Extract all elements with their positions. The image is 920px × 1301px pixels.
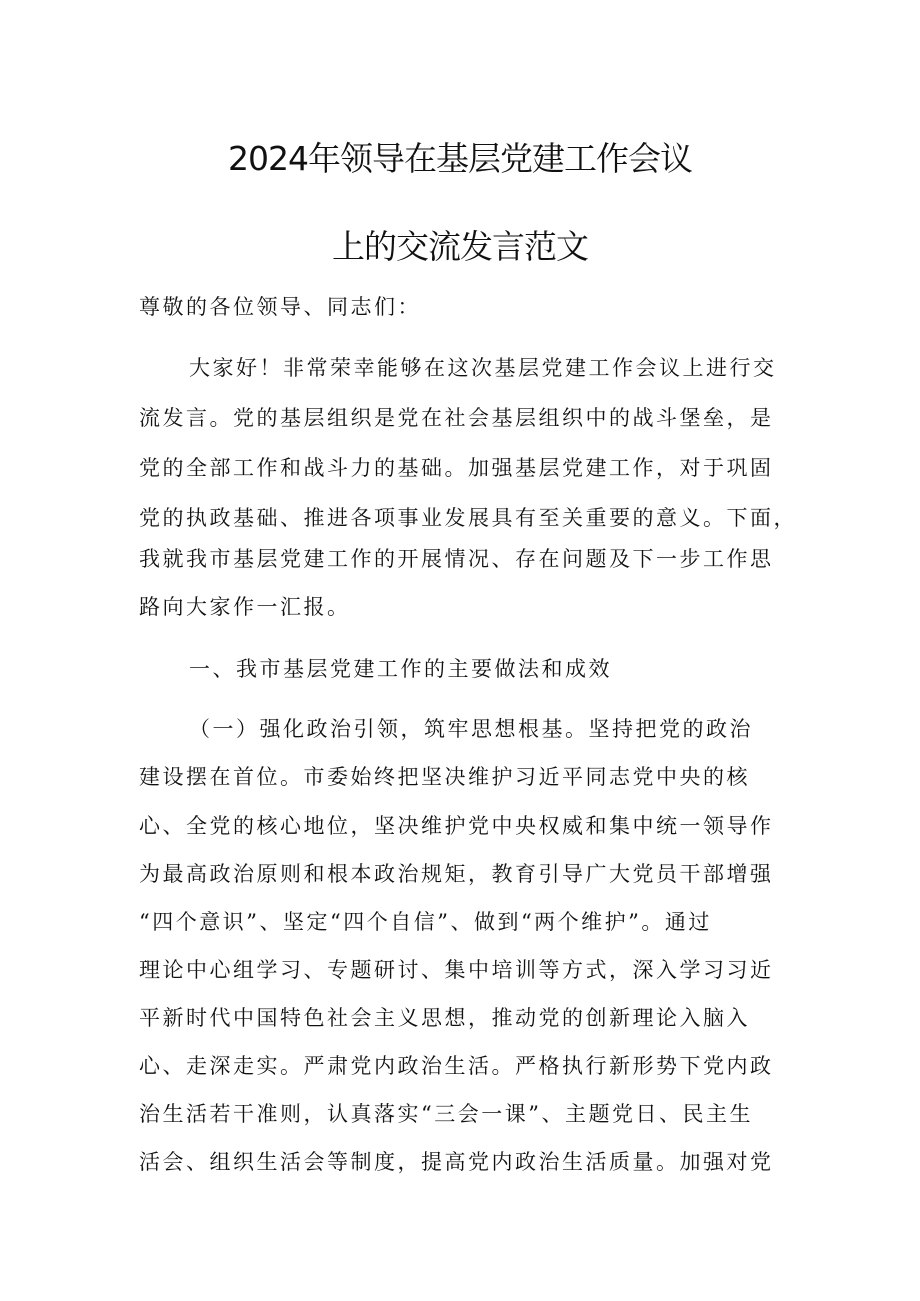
- section-heading: 一、我市基层党建工作的主要做法和成效: [189, 657, 612, 681]
- paragraph-2-line: 平新时代中国特色社会主义思想，推动党的创新理论入脑入: [139, 1006, 750, 1030]
- paragraph-2-line: 建设摆在首位。市委始终把坚决维护习近平同志党中央的核: [139, 765, 750, 789]
- paragraph-2-line: 心、走深走实。严肃党内政治生活。严格执行新形势下党内政: [139, 1054, 774, 1078]
- paragraph-2-line: 为最高政治原则和根本政治规矩，教育引导广大党员干部增强: [139, 862, 774, 886]
- paragraph-2-line: 治生活若干准则，认真落实“三会一课”、主题党日、民主生: [139, 1102, 753, 1126]
- paragraph-1-line: 党的执政基础、推进各项事业发展具有至关重要的意义。下面，: [139, 506, 797, 530]
- document-title-line-1: 2024年领导在基层党建工作会议: [228, 139, 692, 178]
- paragraph-2-line: （一）强化政治引领，筑牢思想根基。坚持把党的政治: [189, 717, 753, 741]
- paragraph-1-line: 路向大家作一汇报。: [139, 595, 351, 619]
- paragraph-2-line: 活会、组织生活会等制度，提高党内政治生活质量。加强对党: [139, 1150, 774, 1174]
- paragraph-2-line: “四个意识”、坚定“四个自信”、做到“两个维护”。通过: [139, 910, 712, 934]
- paragraph-2-line: 心、全党的核心地位，坚决维护党中央权威和集中统一领导作: [139, 814, 774, 838]
- paragraph-1-line: 流发言。党的基层组织是党在社会基层组织中的战斗堡垒，是: [139, 406, 774, 430]
- paragraph-1-line: 大家好！非常荣幸能够在这次基层党建工作会议上进行交: [189, 356, 777, 380]
- paragraph-2-line: 理论中心组学习、专题研讨、集中培训等方式，深入学习习近: [139, 958, 774, 982]
- paragraph-1-line: 党的全部工作和战斗力的基础。加强基层党建工作，对于巩固: [139, 456, 774, 480]
- paragraph-1-line: 我就我市基层党建工作的开展情况、存在问题及下一步工作思: [139, 547, 774, 571]
- salutation: 尊敬的各位领导、同志们：: [139, 295, 421, 319]
- document-title-line-2: 上的交流发言范文: [332, 227, 588, 266]
